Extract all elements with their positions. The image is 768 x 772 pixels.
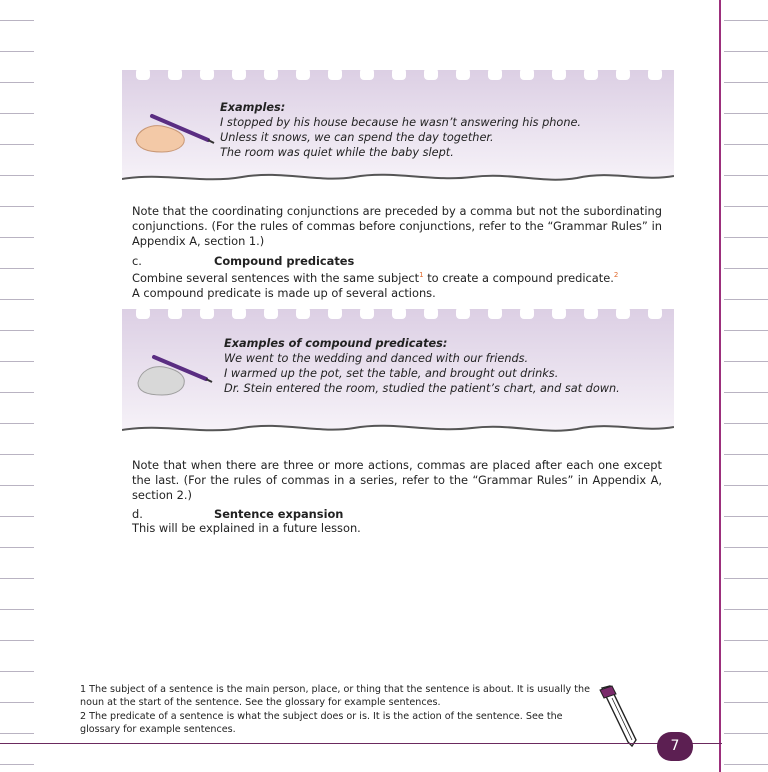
footnotes [80, 683, 600, 737]
ruled-line-right [724, 113, 768, 114]
ruled-line-left [0, 640, 34, 641]
paragraph-conjunctions: Note that the coordinating conjunctions are preceded by a comma but not the subordinating conjunctions. (For the rules of commas before conjunctions, refer to the “Grammar Rules” in Appendix A, section 1.) [132, 204, 662, 249]
ruled-line-right [724, 640, 768, 641]
ruled-line-right [724, 175, 768, 176]
footnote-mark: 1 [419, 271, 424, 279]
section-letter: d. [132, 507, 143, 521]
ruled-line-left [0, 113, 34, 114]
example-box-2-title: Examples of compound predicates: [224, 337, 448, 350]
ruled-line-left [0, 578, 34, 579]
footnote-1: 1 The subject of a sentence is the main person, place, or thing that the sentence is about. It is usually the noun at the start of the sentence. See the glossary for example sentences. [80, 684, 591, 709]
ruled-line-left [0, 547, 34, 548]
ruled-line-right [724, 51, 768, 52]
section-d-text: This will be explained in a future lesson. [132, 521, 361, 535]
example-sentence: I warmed up the pot, set the table, and brought out drinks. [224, 367, 559, 380]
ruled-line-right [724, 237, 768, 238]
ruled-line-right [724, 268, 768, 269]
ruled-line-right [724, 578, 768, 579]
page-number-badge: 7 [657, 732, 693, 761]
ruled-line-left [0, 609, 34, 610]
ruled-line-right [724, 485, 768, 486]
example-sentence: Dr. Stein entered the room, studied the patient’s chart, and sat down. [224, 382, 620, 395]
pen-icon [592, 684, 644, 750]
ruled-line-left [0, 671, 34, 672]
section-d-heading [132, 507, 343, 521]
example-box-2 [122, 303, 674, 439]
example-sentence: We went to the wedding and danced with our friends. [224, 352, 529, 365]
ruled-line-right [724, 206, 768, 207]
ruled-line-left [0, 20, 34, 21]
ruled-line-right [724, 423, 768, 424]
ruled-line-left [0, 82, 34, 83]
margin-line [719, 0, 721, 772]
section-c-heading [132, 254, 354, 268]
section-title: Compound predicates [214, 254, 355, 268]
ruled-line-left [0, 175, 34, 176]
ruled-line-right [724, 144, 768, 145]
ruled-line-left [0, 764, 34, 765]
footnote-2: 2 The predicate of a sentence is what the subject does or is. It is the action of the sentence. See the glossary for example sentences. [80, 710, 563, 736]
footer-rule [0, 743, 722, 744]
ruled-line-left [0, 702, 34, 703]
ruled-line-left [0, 144, 34, 145]
ruled-line-right [724, 361, 768, 362]
ruled-line-left [0, 361, 34, 362]
section-title: Sentence expansion [214, 507, 344, 521]
ruled-line-left [0, 51, 34, 52]
ruled-line-right [724, 330, 768, 331]
ruled-line-left [0, 330, 34, 331]
ruled-line-left [0, 268, 34, 269]
example-sentence: Unless it snows, we can spend the day together. [220, 131, 494, 144]
ruled-line-right [724, 671, 768, 672]
ruled-line-left [0, 485, 34, 486]
ruled-line-left [0, 733, 34, 734]
ruled-line-right [724, 82, 768, 83]
ruled-line-right [724, 702, 768, 703]
ruled-line-right [724, 516, 768, 517]
ruled-line-right [724, 392, 768, 393]
ruled-line-right [724, 20, 768, 21]
ruled-line-left [0, 423, 34, 424]
section-c-text [132, 268, 692, 301]
example-box-1-title: Examples: [220, 101, 286, 114]
ruled-line-right [724, 733, 768, 734]
ruled-line-left [0, 392, 34, 393]
example-sentence: I stopped by his house because he wasn’t answering his phone. [220, 116, 582, 129]
text: to create a compound predicate. [423, 270, 614, 285]
ruled-line-left [0, 454, 34, 455]
paragraph-series-commas: Note that when there are three or more actions, commas are placed after each one except the last. (For the rules of commas in a series, refer to the “Grammar Rules” in Appendix A, section 2.) [132, 458, 662, 503]
ruled-line-right [724, 609, 768, 610]
ruled-line-left [0, 299, 34, 300]
text: A compound predicate is made up of several actions. [132, 286, 436, 300]
ruled-line-right [724, 764, 768, 765]
ruled-line-left [0, 516, 34, 517]
ruled-line-left [0, 206, 34, 207]
section-letter: c. [132, 254, 142, 268]
example-sentence: The room was quiet while the baby slept. [220, 146, 454, 159]
ruled-line-left [0, 237, 34, 238]
ruled-line-right [724, 299, 768, 300]
example-box-1 [122, 64, 674, 190]
ruled-line-right [724, 454, 768, 455]
ruled-line-right [724, 547, 768, 548]
footnote-mark: 2 [613, 271, 619, 279]
text: Combine several sentences with the same subject [132, 270, 420, 285]
